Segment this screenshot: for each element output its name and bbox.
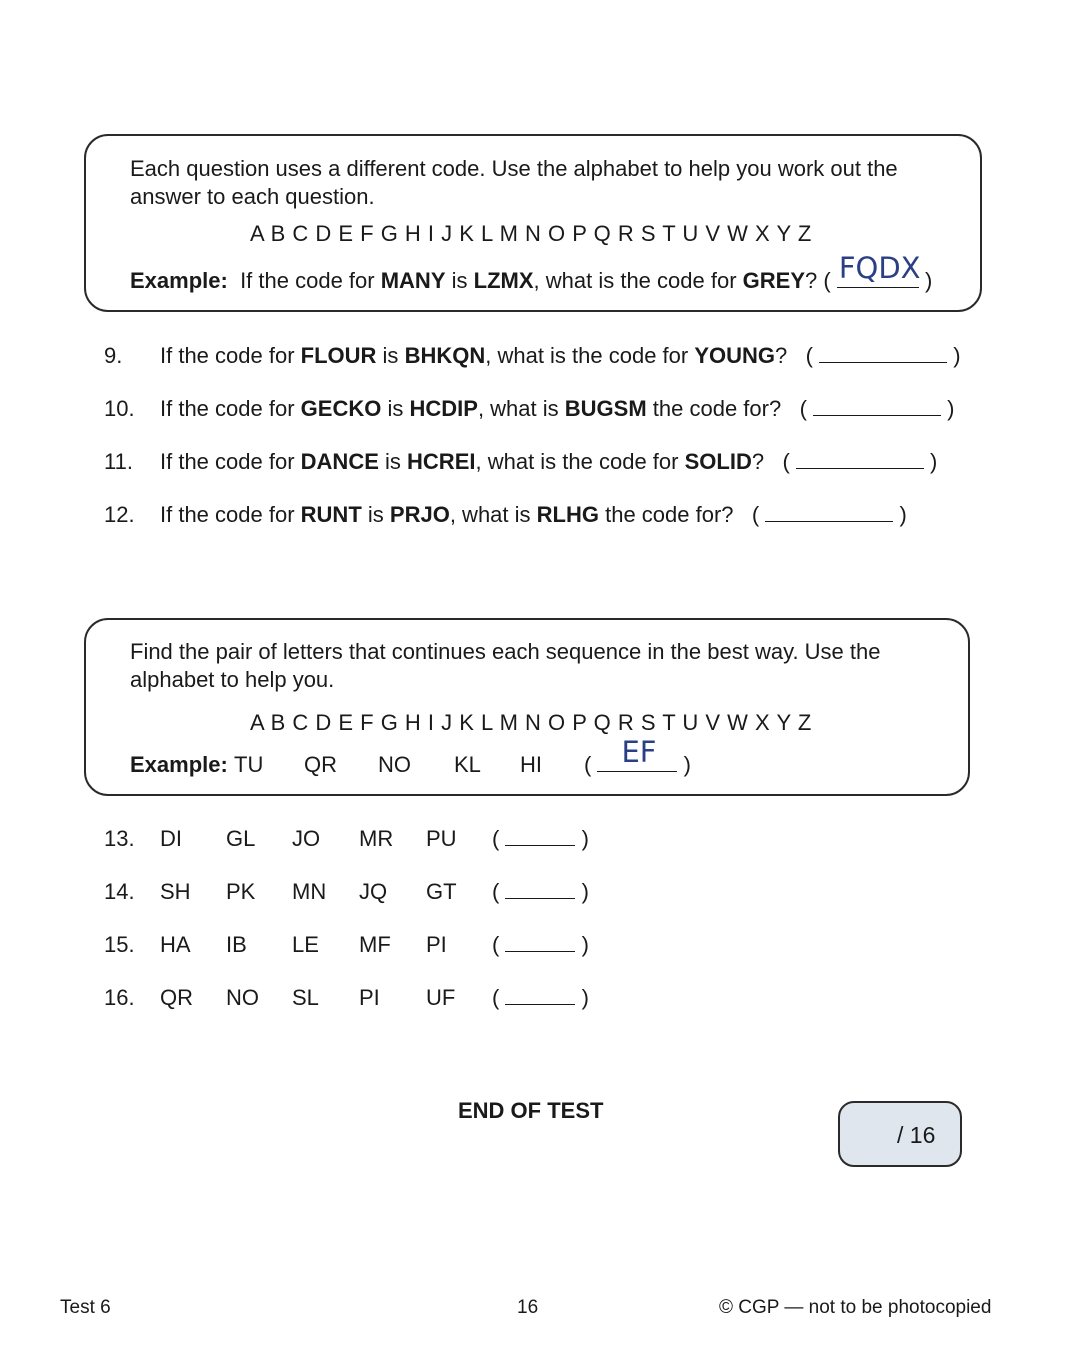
question-text: If the code for	[160, 449, 295, 474]
sequence-pair: MN	[292, 879, 327, 904]
instructions-line-2: answer to each question.	[130, 184, 375, 209]
sequence-pair: HA	[160, 932, 191, 957]
sequence-pair: SL	[292, 985, 319, 1010]
question-number: 10.	[104, 396, 135, 421]
answer-blank[interactable]	[819, 344, 947, 363]
example-answer: FQDX	[838, 251, 921, 285]
example-answer: EF	[621, 735, 657, 769]
answer-group	[492, 985, 589, 1011]
question-number: 16.	[104, 985, 135, 1010]
question-text: , what is	[449, 502, 531, 527]
question-word: DANCE	[300, 449, 379, 474]
sequence-pair: PI	[426, 932, 447, 957]
sequence-pair: HI	[520, 752, 542, 777]
answer-group	[492, 932, 589, 958]
sequence-pair: UF	[426, 985, 456, 1010]
sequence-pair: GT	[426, 879, 457, 904]
open-bracket: (	[782, 449, 790, 474]
question-code: PRJO	[389, 502, 450, 527]
answer-blank[interactable]	[505, 986, 575, 1005]
instructions-line-1: Each question uses a different code. Use the alphabet to help you work out the	[130, 156, 898, 181]
question-12	[160, 502, 907, 528]
question-text: is	[382, 343, 399, 368]
question-text: is	[367, 502, 384, 527]
alphabet-reference: A B C D E F G H I J K L M N O P Q R S T U V W X Y Z	[250, 710, 812, 735]
example-answer-line	[837, 251, 921, 288]
sequence-pair: PK	[226, 879, 256, 904]
question-text: the code for?	[605, 502, 734, 527]
question-text: , what is the code for	[485, 343, 689, 368]
example-label: Example:	[130, 752, 228, 777]
alphabet-reference: A B C D E F G H I J K L M N O P Q R S T U V W X Y Z	[250, 221, 812, 246]
example-answer-group	[584, 735, 691, 778]
question-10	[160, 396, 954, 422]
footer-copyright: © CGP — not to be photocopied	[719, 1297, 992, 1318]
sequence-pair: JQ	[359, 879, 388, 904]
open-bracket: (	[584, 752, 592, 777]
sequence-pair: SH	[160, 879, 191, 904]
question-11	[160, 449, 937, 475]
question-word: FLOUR	[300, 343, 377, 368]
question-text: ?	[775, 343, 788, 368]
open-bracket: (	[823, 268, 831, 293]
open-bracket: (	[799, 396, 807, 421]
open-bracket: (	[805, 343, 813, 368]
question-word: BUGSM	[564, 396, 647, 421]
question-text: , what is	[477, 396, 559, 421]
question-number: 15.	[104, 932, 135, 957]
close-bracket: )	[947, 396, 955, 421]
example-word: MANY	[380, 268, 446, 293]
sequence-pair: NO	[378, 752, 411, 777]
question-number: 12.	[104, 502, 135, 527]
sequence-pair: MR	[359, 826, 394, 851]
question-9	[160, 343, 961, 369]
close-bracket: )	[924, 268, 933, 293]
open-bracket: (	[492, 826, 500, 851]
example-answer-line	[597, 735, 677, 772]
sequence-pair: LE	[292, 932, 319, 957]
question-word: YOUNG	[694, 343, 776, 368]
open-bracket: (	[492, 932, 500, 957]
sequence-pair: MF	[359, 932, 391, 957]
answer-blank[interactable]	[505, 933, 575, 952]
question-text: If the code for	[160, 502, 295, 527]
question-number: 9.	[104, 343, 123, 368]
example-text: If the code for	[240, 268, 375, 293]
sequence-pair: KL	[454, 752, 481, 777]
example-text: ?	[805, 268, 818, 293]
answer-blank[interactable]	[796, 450, 924, 469]
open-bracket: (	[492, 879, 500, 904]
answer-blank[interactable]	[505, 827, 575, 846]
answer-group	[492, 826, 589, 852]
question-text: If the code for	[160, 396, 295, 421]
sequence-pair: GL	[226, 826, 256, 851]
open-bracket: (	[492, 985, 500, 1010]
footer-page-number: 16	[517, 1297, 539, 1318]
question-word: RLHG	[536, 502, 599, 527]
close-bracket: )	[581, 932, 589, 957]
sequence-pair: NO	[226, 985, 259, 1010]
answer-blank[interactable]	[813, 397, 941, 416]
sequence-pair: DI	[160, 826, 182, 851]
question-code: BHKQN	[404, 343, 486, 368]
sequence-pair: QR	[304, 752, 337, 777]
answer-blank[interactable]	[505, 880, 575, 899]
close-bracket: )	[953, 343, 961, 368]
question-text: , what is the code for	[475, 449, 679, 474]
question-code: HCREI	[407, 449, 476, 474]
question-word: GECKO	[300, 396, 382, 421]
example-text: is	[451, 268, 468, 293]
sequence-pair: PU	[426, 826, 457, 851]
footer-test-name: Test 6	[60, 1297, 111, 1318]
close-bracket: )	[930, 449, 938, 474]
instructions-line-2: alphabet to help you.	[130, 667, 335, 692]
question-text: the code for?	[652, 396, 782, 421]
answer-group	[492, 879, 589, 905]
example-codes	[130, 251, 933, 294]
question-text: is	[387, 396, 404, 421]
sequence-pair: PI	[359, 985, 380, 1010]
example-text: , what is the code for	[533, 268, 737, 293]
close-bracket: )	[683, 752, 691, 777]
question-word: RUNT	[300, 502, 362, 527]
sequence-pair: TU	[234, 752, 264, 777]
sequence-pair: IB	[226, 932, 247, 957]
sequence-pair: JO	[292, 826, 321, 851]
question-code: HCDIP	[409, 396, 478, 421]
close-bracket: )	[581, 985, 589, 1010]
example-code: LZMX	[473, 268, 534, 293]
question-text: is	[385, 449, 401, 474]
question-text: ?	[751, 449, 765, 474]
question-number: 13.	[104, 826, 135, 851]
answer-blank[interactable]	[765, 503, 893, 522]
close-bracket: )	[581, 879, 589, 904]
question-number: 11.	[104, 449, 133, 474]
end-of-test: END OF TEST	[458, 1098, 604, 1123]
sequence-pair: QR	[160, 985, 193, 1010]
instructions-line-1: Find the pair of letters that continues each sequence in the best way. Use the	[130, 639, 881, 664]
open-bracket: (	[751, 502, 760, 527]
example-word: GREY	[742, 268, 806, 293]
score-total: / 16	[897, 1122, 936, 1148]
close-bracket: )	[899, 502, 907, 527]
question-word: SOLID	[684, 449, 752, 474]
close-bracket: )	[581, 826, 589, 851]
question-text: If the code for	[160, 343, 295, 368]
question-number: 14.	[104, 879, 135, 904]
example-label: Example:	[130, 268, 228, 293]
